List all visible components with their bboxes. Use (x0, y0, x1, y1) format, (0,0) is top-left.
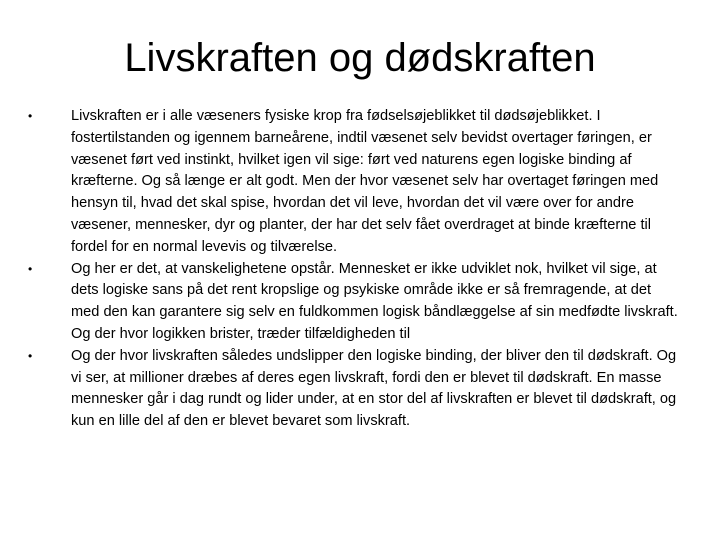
bullet-text: Og der hvor livskraften således undslipper den logiske binding, der bliver den til dødskraft. Og vi ser, at millioner dræbes af deres egen livskraft, fordi den er blevet til dødskraft. En masse mennesker går i dag rundt og lider under, at en stor del af livskraften er blevet til dødskraft, og kun en lille del af den er blevet bevaret som livskraft. (71, 347, 677, 430)
bullet-text: Livskraften er i alle væseners fysiske krop fra fødselsøjeblikket til dødsøjeblikket. I fostertilstanden og igennem barneårene, indtil væsenet selv bevidst overtager føringen, er væsenet ført ved instinkt, hvilket igen vil sige: ført ved naturens egen logiske binding af kræfterne. Og så længe er alt godt. Men der hvor væsenet selv har overtaget føringen med hensyn til, hvad det skal spise, hvordan det vil leve, hvordan det vil være over for andre væsener, mennesker, dyr og planter, der har det selv fået overdraget at binde kræfterne til fordel for en normal levevis og tilværelse. (71, 108, 659, 255)
slide-title: Livskraften og dødskraften (124, 36, 596, 80)
bullet-dot-icon: • (28, 261, 33, 276)
bullet-item-2 (28, 259, 678, 346)
bullet-dot-icon: • (28, 109, 33, 123)
bullet-list (28, 106, 678, 433)
bullet-item-3 (28, 346, 678, 433)
bullet-item-1 (28, 106, 678, 259)
bullet-text: Og her er det, at vanskelighetene opstår. Mennesket er ikke udviklet nok, hvilket vil sige, at dets logiske sans på det rent kropslige og psykiske område ikke er så fremragende, at det med den kan garantere sig selv en fuldkommen logisk båndlæggelse af sin medfødte livskraft. Og der hvor logikken brister, træder tilfældigheden til (71, 260, 678, 342)
bullet-dot-icon: • (28, 348, 33, 363)
